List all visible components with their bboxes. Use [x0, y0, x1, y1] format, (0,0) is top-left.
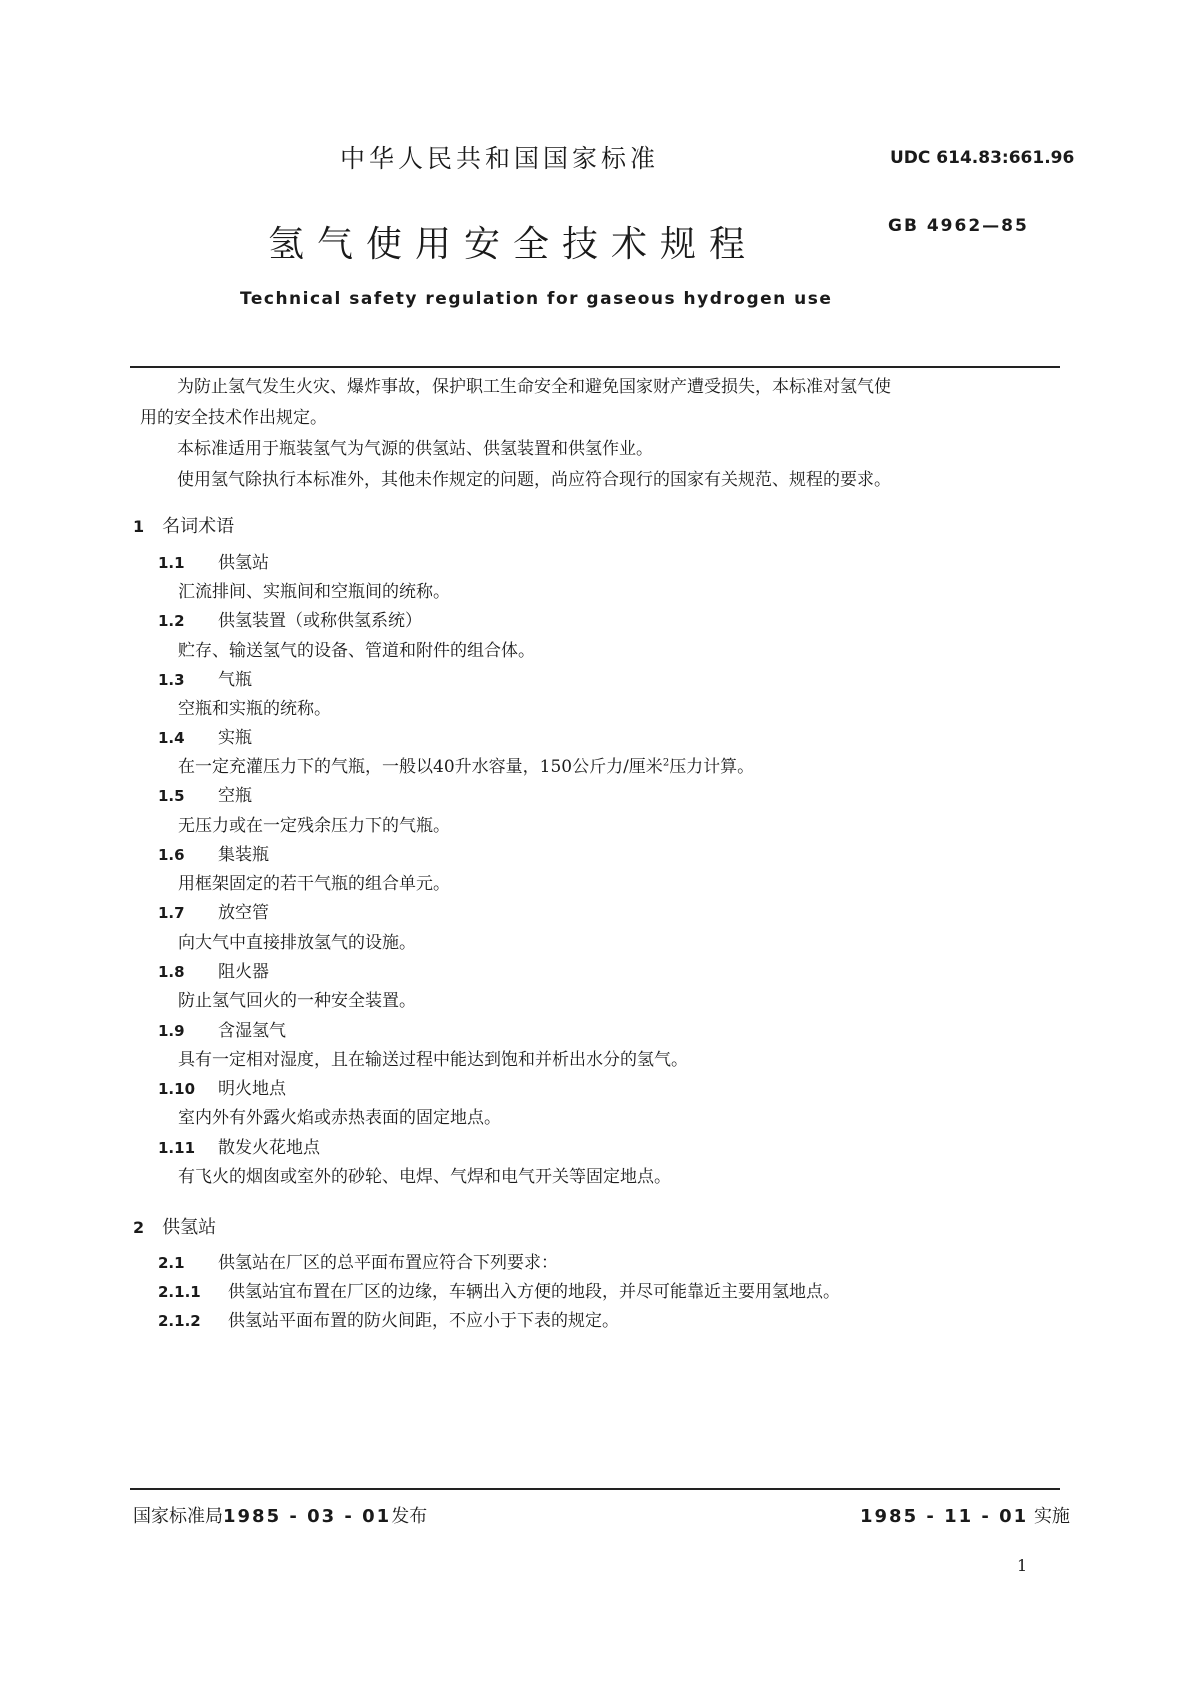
- definition-1-9: 具有一定相对湿度，且在输送过程中能达到饱和并析出水分的氢气。: [178, 1050, 688, 1070]
- english-subtitle: Technical safety regulation for gaseous hydrogen use: [240, 289, 833, 309]
- issue-date: 1985 - 03 - 01: [223, 1506, 392, 1527]
- effective-info: [860, 1502, 1070, 1528]
- effective-label: 实施: [1033, 1506, 1070, 1527]
- section-title: 供氢站: [162, 1217, 217, 1238]
- term-1-1: 1.1 供氢站: [158, 553, 269, 573]
- term-1-4: 1.4 实瓶: [158, 728, 252, 748]
- effective-date: 1985 - 11 - 01: [860, 1506, 1029, 1527]
- term-1-9: 1.9 含湿氢气: [158, 1021, 286, 1041]
- term-1-6: 1.6 集装瓶: [158, 845, 269, 865]
- intro-paragraph-2: 本标准适用于瓶装氢气为气源的供氢站、供氢装置和供氢作业。: [177, 439, 653, 459]
- page-number: 1: [1017, 1556, 1028, 1575]
- section-number: 1: [133, 517, 145, 536]
- definition-1-8: 防止氢气回火的一种安全装置。: [178, 991, 416, 1011]
- udc-code: UDC 614.83:661.96: [890, 148, 1075, 168]
- gb-standard-number: GB 4962—85: [888, 216, 1029, 236]
- intro-paragraph-1-line-1: 为防止氢气发生火灾、爆炸事故，保护职工生命安全和避免国家财产遭受损失，本标准对氢气使: [177, 377, 891, 397]
- term-1-5: 1.5 空瓶: [158, 786, 252, 806]
- definition-1-10: 室内外有外露火焰或赤热表面的固定地点。: [178, 1108, 501, 1128]
- intro-paragraph-1-line-2: 用的安全技术作出规定。: [140, 408, 327, 428]
- clause-2-1: 2.1 供氢站在厂区的总平面布置应符合下列要求：: [158, 1253, 558, 1273]
- document-title: 氢气使用安全技术规程: [268, 224, 759, 265]
- definition-1-5: 无压力或在一定残余压力下的气瓶。: [178, 816, 450, 836]
- section-1-heading: [133, 512, 234, 538]
- issue-label: 发布: [391, 1506, 428, 1527]
- term-1-10: 1.10 明火地点: [158, 1079, 286, 1099]
- definition-1-7: 向大气中直接排放氢气的设施。: [178, 933, 416, 953]
- intro-paragraph-3: 使用氢气除执行本标准外，其他未作规定的问题，尚应符合现行的国家有关规范、规程的要求。: [177, 470, 891, 490]
- section-title: 名词术语: [162, 516, 235, 537]
- term-1-8: 1.8 阻火器: [158, 962, 269, 982]
- term-1-2: 1.2 供氢装置（或称供氢系统）: [158, 611, 422, 631]
- national-standard-heading: 中华人民共和国国家标准: [340, 144, 660, 173]
- section-number: 2: [133, 1218, 145, 1237]
- definition-1-11: 有飞火的烟囱或室外的砂轮、电焊、气焊和电气开关等固定地点。: [178, 1167, 671, 1187]
- issue-info: [133, 1502, 427, 1528]
- definition-1-6: 用框架固定的若干气瓶的组合单元。: [178, 874, 450, 894]
- issuer: 国家标准局: [133, 1506, 223, 1527]
- clause-2-1-1: 2.1.1 供氢站宜布置在厂区的边缘，车辆出入方便的地段，并尽可能靠近主要用氢地点。: [158, 1282, 840, 1302]
- section-2-heading: [133, 1213, 216, 1239]
- definition-1-3: 空瓶和实瓶的统称。: [178, 699, 331, 719]
- header-divider: [130, 366, 1060, 368]
- footer-divider: [130, 1488, 1060, 1490]
- definition-1-1: 汇流排间、实瓶间和空瓶间的统称。: [178, 582, 450, 602]
- clause-2-1-2: 2.1.2 供氢站平面布置的防火间距，不应小于下表的规定。: [158, 1311, 619, 1331]
- term-1-7: 1.7 放空管: [158, 903, 269, 923]
- definition-1-4: 在一定充灌压力下的气瓶，一般以40升水容量，150公斤力/厘米$^2$压力计算。: [178, 757, 755, 777]
- term-1-3: 1.3 气瓶: [158, 670, 252, 690]
- term-1-11: 1.11 散发火花地点: [158, 1138, 320, 1158]
- definition-1-2: 贮存、输送氢气的设备、管道和附件的组合体。: [178, 641, 535, 661]
